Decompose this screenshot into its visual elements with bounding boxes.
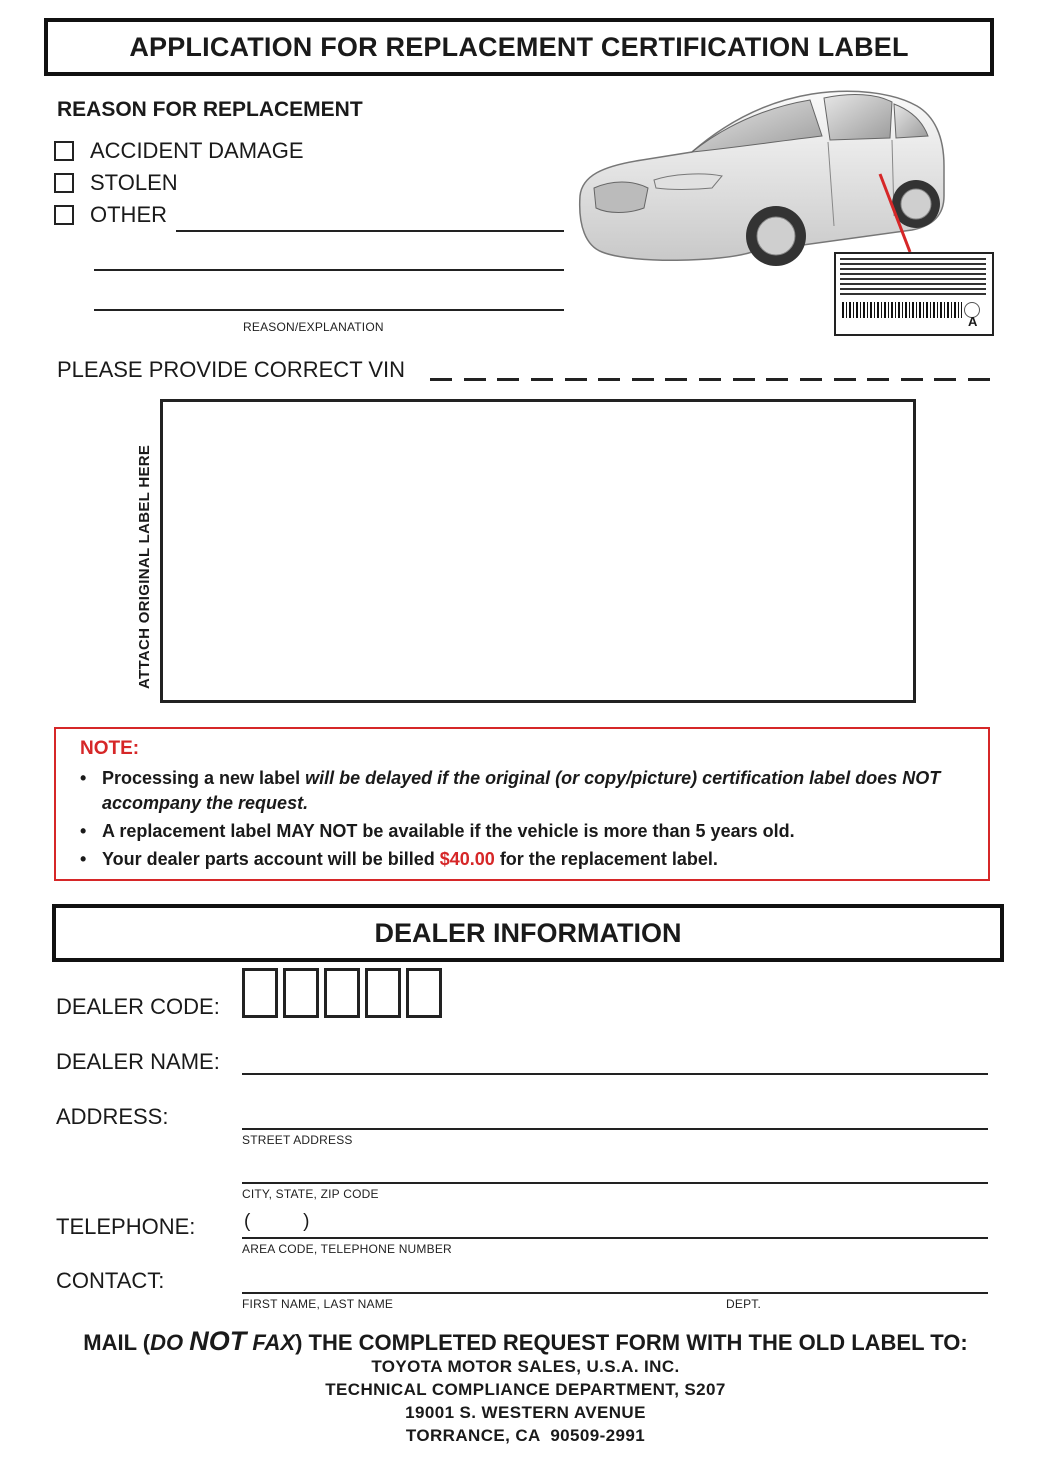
dealer-name-label: DEALER NAME: — [56, 1049, 220, 1074]
attach-label-caption: ATTACH ORIGINAL LABEL HERE — [136, 444, 153, 689]
price-text: $40.00 — [439, 849, 495, 869]
telephone-label: TELEPHONE: — [56, 1214, 196, 1239]
label-pointer-line — [876, 172, 916, 256]
mail-text: ) THE COMPLETED REQUEST FORM WITH THE OLD LABEL TO: — [295, 1330, 968, 1355]
bullet-text: for the replacement label. — [494, 849, 718, 869]
vin-label: PLEASE PROVIDE CORRECT VIN — [57, 357, 406, 382]
mail-address-line: TORRANCE, CA 90509-2991 — [405, 1426, 646, 1445]
label-fine-print — [840, 258, 986, 298]
checkbox-stolen[interactable] — [54, 170, 178, 196]
dealer-code-box-1[interactable] — [242, 968, 278, 1018]
dealer-info-heading: DEALER INFORMATION — [52, 904, 1004, 962]
mail-text: MAIL ( — [83, 1330, 151, 1355]
bullet-text-emphasis: will be delayed if the original (or copy/picture) certification label does NOT accompany the request. — [102, 768, 941, 813]
checkbox-box[interactable] — [54, 141, 74, 161]
mail-address-line: TOYOTA MOTOR SALES, U.S.A. INC. — [371, 1357, 680, 1376]
explanation-line-1[interactable] — [94, 269, 564, 271]
telephone-line[interactable] — [242, 1237, 988, 1239]
certification-label-sample — [834, 252, 994, 336]
dealer-code-box-2[interactable] — [283, 968, 319, 1018]
mail-fax-text: FAX — [246, 1330, 296, 1355]
dealer-code-label: DEALER CODE: — [56, 994, 220, 1019]
contact-label: CONTACT: — [56, 1268, 165, 1293]
checkbox-accident-damage[interactable] — [54, 138, 304, 164]
telephone-caption: AREA CODE, TELEPHONE NUMBER — [242, 1242, 452, 1256]
attach-label-area[interactable] — [160, 399, 916, 703]
dealer-code-box-3[interactable] — [324, 968, 360, 1018]
mail-do-text: DO — [150, 1330, 190, 1355]
city-state-zip-line[interactable] — [242, 1182, 988, 1184]
explanation-caption: REASON/EXPLANATION — [243, 320, 384, 334]
mail-not-text: NOT — [189, 1326, 247, 1356]
area-code-parens: ( ) — [244, 1211, 310, 1232]
vin-input-dashes[interactable] — [430, 378, 990, 381]
mail-address-line: 19001 S. WESTERN AVENUE — [405, 1403, 646, 1422]
checkbox-label: STOLEN — [90, 170, 178, 195]
bullet-text: Processing a new label — [102, 768, 306, 788]
checkbox-box[interactable] — [54, 173, 74, 193]
mail-instructions — [0, 1326, 1051, 1357]
checkbox-label: ACCIDENT DAMAGE — [90, 138, 304, 163]
address-label: ADDRESS: — [56, 1104, 169, 1129]
reason-heading: REASON FOR REPLACEMENT — [57, 98, 363, 121]
barcode — [842, 302, 962, 318]
explanation-line-2[interactable] — [94, 309, 564, 311]
bullet-text: A replacement label MAY NOT be available if the vehicle is more than 5 years old. — [102, 821, 795, 841]
form-title: APPLICATION FOR REPLACEMENT CERTIFICATION LABEL — [44, 18, 994, 76]
checkbox-other[interactable] — [54, 202, 167, 228]
street-address-line[interactable] — [242, 1128, 988, 1130]
checkbox-box[interactable] — [54, 205, 74, 225]
label-letter: A — [968, 314, 978, 329]
note-title: NOTE: — [80, 738, 140, 759]
other-reason-line[interactable] — [176, 230, 564, 232]
dept-caption: DEPT. — [726, 1297, 762, 1311]
mail-address-line: TECHNICAL COMPLIANCE DEPARTMENT, S207 — [325, 1380, 726, 1399]
bullet-text: Your dealer parts account will be billed — [102, 849, 440, 869]
checkbox-label: OTHER — [90, 202, 167, 227]
dealer-name-line[interactable] — [242, 1073, 988, 1075]
contact-line[interactable] — [242, 1292, 988, 1294]
street-address-caption: STREET ADDRESS — [242, 1133, 353, 1147]
dealer-code-box-5[interactable] — [406, 968, 442, 1018]
contact-name-caption: FIRST NAME, LAST NAME — [242, 1297, 394, 1311]
city-state-zip-caption: CITY, STATE, ZIP CODE — [242, 1187, 379, 1201]
dealer-code-box-4[interactable] — [365, 968, 401, 1018]
